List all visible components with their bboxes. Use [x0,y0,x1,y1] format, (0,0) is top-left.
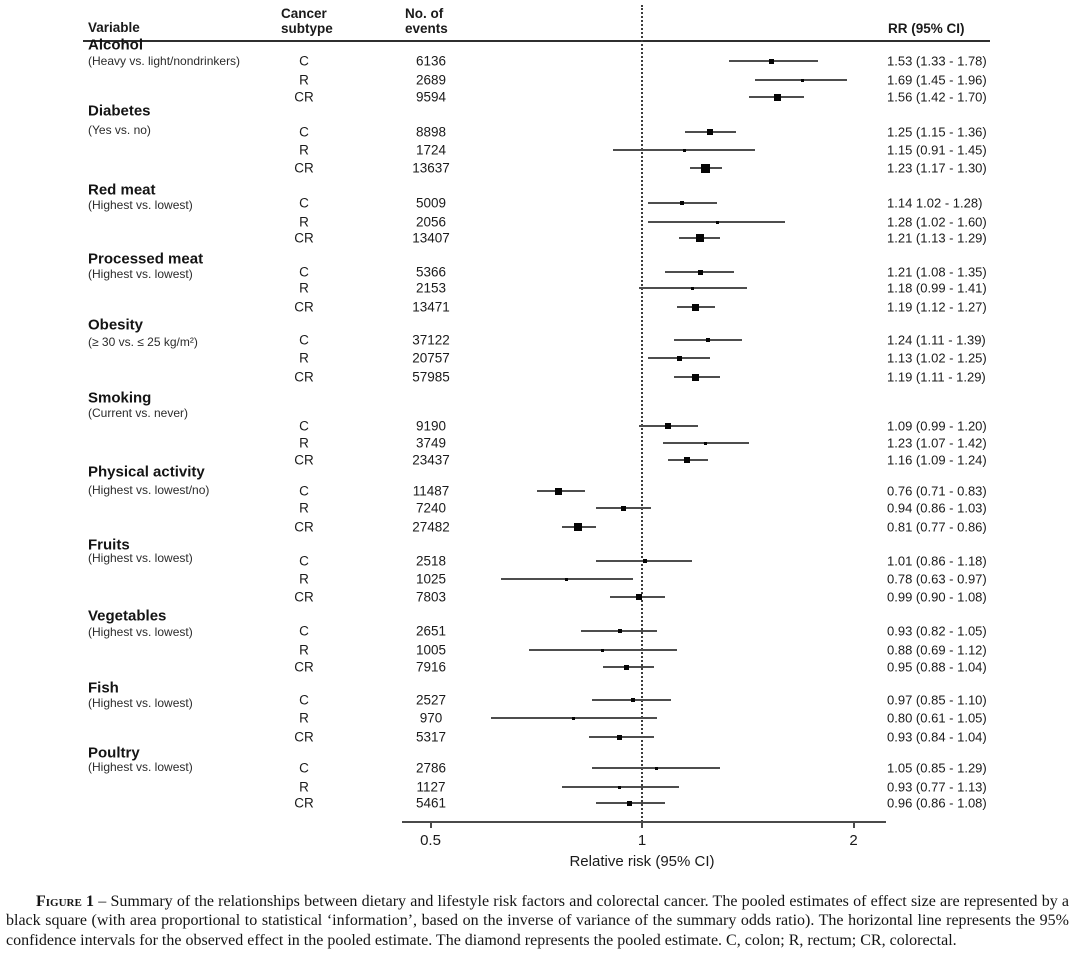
events-cell: 2153 [415,280,447,296]
header-rule [83,40,990,42]
effect-square [618,786,621,789]
group-label: Fruits [88,536,130,554]
subtype-cell: C [299,418,309,434]
subtype-cell: R [299,710,309,726]
subtype-cell: C [299,692,309,708]
events-cell: 5317 [415,729,447,745]
subtype-cell: R [299,280,309,296]
group-label: Physical activity [88,463,205,481]
rr-label: 0.97 (0.85 - 1.10) [887,692,987,708]
rr-label: 1.56 (1.42 - 1.70) [887,89,987,105]
subtype-cell: C [299,53,309,69]
group-comparison: (Yes vs. no) [88,123,151,137]
group-comparison: (Current vs. never) [88,406,189,420]
effect-square [704,442,707,445]
events-cell: 7916 [415,659,447,675]
events-cell: 9594 [415,89,447,105]
group-comparison: (Highest vs. lowest) [88,551,193,565]
group-label: Processed meat [88,250,204,268]
effect-square [555,488,562,495]
subtype-cell: C [299,264,309,280]
effect-square [680,201,684,205]
figure-caption-body: – Summary of the relationships between dietary and lifestyle risk factors and colorectal cancer. The pooled estimates of effect size are represented by a black square (with area proportional to statistical ‘information’, based on the inverse of variance of the summary odds ratio). The horizontal line represents the 95% confidence intervals for the observed effect in the pooled estimate. The diamond represents the pooled estimate. C, colon; R, rectum; CR, colorectal. [6,893,1070,949]
subtype-cell: CR [294,452,314,468]
subtype-cell: CR [294,795,314,811]
effect-square [617,735,622,740]
subtype-cell: R [299,142,309,158]
rr-label: 1.19 (1.11 - 1.29) [887,369,986,385]
group-label: Alcohol [88,36,143,54]
x-axis-line [402,821,886,823]
group-label: Red meat [88,181,156,199]
events-cell: 13637 [412,160,450,176]
rr-label: 1.18 (0.99 - 1.41) [887,280,987,296]
events-cell: 37122 [412,332,450,348]
rr-label: 1.21 (1.08 - 1.35) [887,264,987,280]
effect-square [565,578,568,581]
events-cell: 9190 [415,418,447,434]
column-header-rr: RR (95% CI) [888,21,965,36]
subtype-cell: R [299,72,309,88]
group-comparison: (Highest vs. lowest) [88,198,193,212]
subtype-cell: C [299,553,309,569]
effect-square [683,149,686,152]
events-cell: 23437 [412,452,450,468]
events-cell: 13407 [412,230,450,246]
events-cell: 20757 [412,350,450,366]
events-cell: 2527 [415,692,447,708]
rr-label: 0.88 (0.69 - 1.12) [887,642,987,658]
events-cell: 2518 [415,553,447,569]
subtype-cell: CR [294,230,314,246]
effect-square [655,767,658,770]
events-cell: 13471 [412,299,450,315]
rr-label: 1.19 (1.12 - 1.27) [887,299,987,315]
effect-square [769,59,774,64]
subtype-cell: R [299,214,309,230]
column-header-events-line1: No. of [405,6,444,21]
rr-label: 1.24 (1.11 - 1.39) [887,332,986,348]
effect-square [696,234,704,242]
rr-label: 1.15 (0.91 - 1.45) [887,142,987,158]
group-label: Obesity [88,316,144,334]
effect-square [706,338,710,342]
effect-square [618,629,622,633]
rr-label: 1.05 (0.85 - 1.29) [887,760,987,776]
rr-label: 0.94 (0.86 - 1.03) [887,500,987,516]
subtype-cell: R [299,779,309,795]
subtype-cell: C [299,623,309,639]
x-axis-tick [641,821,643,828]
subtype-cell: CR [294,299,314,315]
subtype-cell: C [299,332,309,348]
column-header-events [405,6,448,36]
group-comparison: (Highest vs. lowest) [88,696,193,710]
events-cell: 7803 [415,589,447,605]
events-cell: 5461 [415,795,447,811]
effect-square [665,423,671,429]
rr-label: 0.80 (0.61 - 1.05) [887,710,987,726]
subtype-cell: CR [294,369,314,385]
group-comparison: (≥ 30 vs. ≤ 25 kg/m²) [88,335,198,349]
events-cell: 2786 [415,760,447,776]
events-cell: 970 [419,710,443,726]
effect-square [631,698,635,702]
subtype-cell: CR [294,519,314,535]
x-axis-tick-label: 2 [849,832,858,849]
subtype-cell: R [299,571,309,587]
events-cell: 5009 [415,195,447,211]
rr-label: 0.93 (0.82 - 1.05) [887,623,987,639]
rr-label: 1.16 (1.09 - 1.24) [887,452,987,468]
rr-label: 1.53 (1.33 - 1.78) [887,53,987,69]
rr-label: 0.78 (0.63 - 0.97) [887,571,987,587]
rr-label: 1.23 (1.17 - 1.30) [887,160,987,176]
effect-square [707,129,713,135]
column-header-cancer-subtype-line1: Cancer [281,6,327,21]
events-cell: 27482 [412,519,450,535]
effect-square [643,559,647,563]
effect-square [574,523,582,531]
rr-label: 0.99 (0.90 - 1.08) [887,589,987,605]
group-label: Poultry [88,744,140,762]
subtype-cell: C [299,760,309,776]
subtype-cell: CR [294,729,314,745]
rr-label: 1.25 (1.15 - 1.36) [887,124,987,140]
effect-square [698,270,703,275]
effect-square [701,164,710,173]
events-cell: 3749 [415,435,447,451]
rr-label: 1.01 (0.86 - 1.18) [887,553,987,569]
effect-square [627,801,632,806]
effect-square [624,665,629,670]
effect-square [684,457,690,463]
group-label: Fish [88,679,119,697]
rr-label: 1.21 (1.13 - 1.29) [887,230,987,246]
rr-label: 0.93 (0.77 - 1.13) [887,779,987,795]
rr-label: 0.76 (0.71 - 0.83) [887,483,987,499]
effect-square [692,304,699,311]
effect-square [716,221,719,224]
events-cell: 2689 [415,72,447,88]
group-comparison: (Heavy vs. light/nondrinkers) [88,54,241,68]
events-cell: 1127 [416,779,446,795]
events-cell: 6136 [415,53,447,69]
effect-square [801,79,804,82]
events-cell: 11487 [412,483,450,499]
group-label: Diabetes [88,102,151,120]
rr-label: 1.14 1.02 - 1.28) [887,195,983,211]
rr-label: 1.28 (1.02 - 1.60) [887,214,987,230]
rr-label: 1.69 (1.45 - 1.96) [887,72,987,88]
column-header-events-line2: events [405,21,448,36]
effect-square [572,717,575,720]
group-comparison: (Highest vs. lowest) [88,267,193,281]
effect-square [621,506,626,511]
group-comparison: (Highest vs. lowest) [88,760,193,774]
rr-label: 0.81 (0.77 - 0.86) [887,519,987,535]
effect-square [601,649,604,652]
column-header-variable: Variable [88,20,140,35]
group-label: Smoking [88,389,152,407]
figure-caption-label: Figure 1 [36,893,95,910]
subtype-cell: CR [294,160,314,176]
column-header-cancer-subtype [281,6,333,36]
x-axis-tick-label: 1 [637,832,647,849]
x-axis-tick-label: 0.5 [420,832,441,849]
column-header-cancer-subtype-line2: subtype [281,21,333,36]
rr-label: 1.13 (1.02 - 1.25) [887,350,987,366]
subtype-cell: R [299,500,309,516]
events-cell: 1025 [415,571,447,587]
group-comparison: (Highest vs. lowest/no) [88,483,210,497]
x-axis-tick [430,821,432,828]
events-cell: 7240 [415,500,447,516]
subtype-cell: C [299,124,309,140]
x-axis-tick [853,821,855,828]
group-label: Vegetables [88,607,167,625]
events-cell: 2056 [415,214,447,230]
subtype-cell: CR [294,659,314,675]
group-comparison: (Highest vs. lowest) [88,625,193,639]
subtype-cell: R [299,350,309,366]
effect-square [774,94,781,101]
effect-square [692,374,699,381]
events-cell: 2651 [415,623,447,639]
subtype-cell: C [299,195,309,211]
events-cell: 1724 [415,142,447,158]
rr-label: 1.09 (0.99 - 1.20) [887,418,987,434]
events-cell: 5366 [415,264,447,280]
events-cell: 57985 [412,369,450,385]
subtype-cell: R [299,435,309,451]
effect-square [677,356,682,361]
rr-label: 1.23 (1.07 - 1.42) [887,435,987,451]
subtype-cell: R [299,642,309,658]
x-axis-title: Relative risk (95% CI) [569,853,715,870]
subtype-cell: C [299,483,309,499]
events-cell: 1005 [415,642,447,658]
subtype-cell: CR [294,89,314,105]
rr-label: 0.93 (0.84 - 1.04) [887,729,987,745]
subtype-cell: CR [294,589,314,605]
effect-square [691,287,694,290]
events-cell: 8898 [415,124,447,140]
rr-label: 0.96 (0.86 - 1.08) [887,795,987,811]
figure-caption [6,892,1069,950]
effect-square [636,594,642,600]
rr-label: 0.95 (0.88 - 1.04) [887,659,987,675]
